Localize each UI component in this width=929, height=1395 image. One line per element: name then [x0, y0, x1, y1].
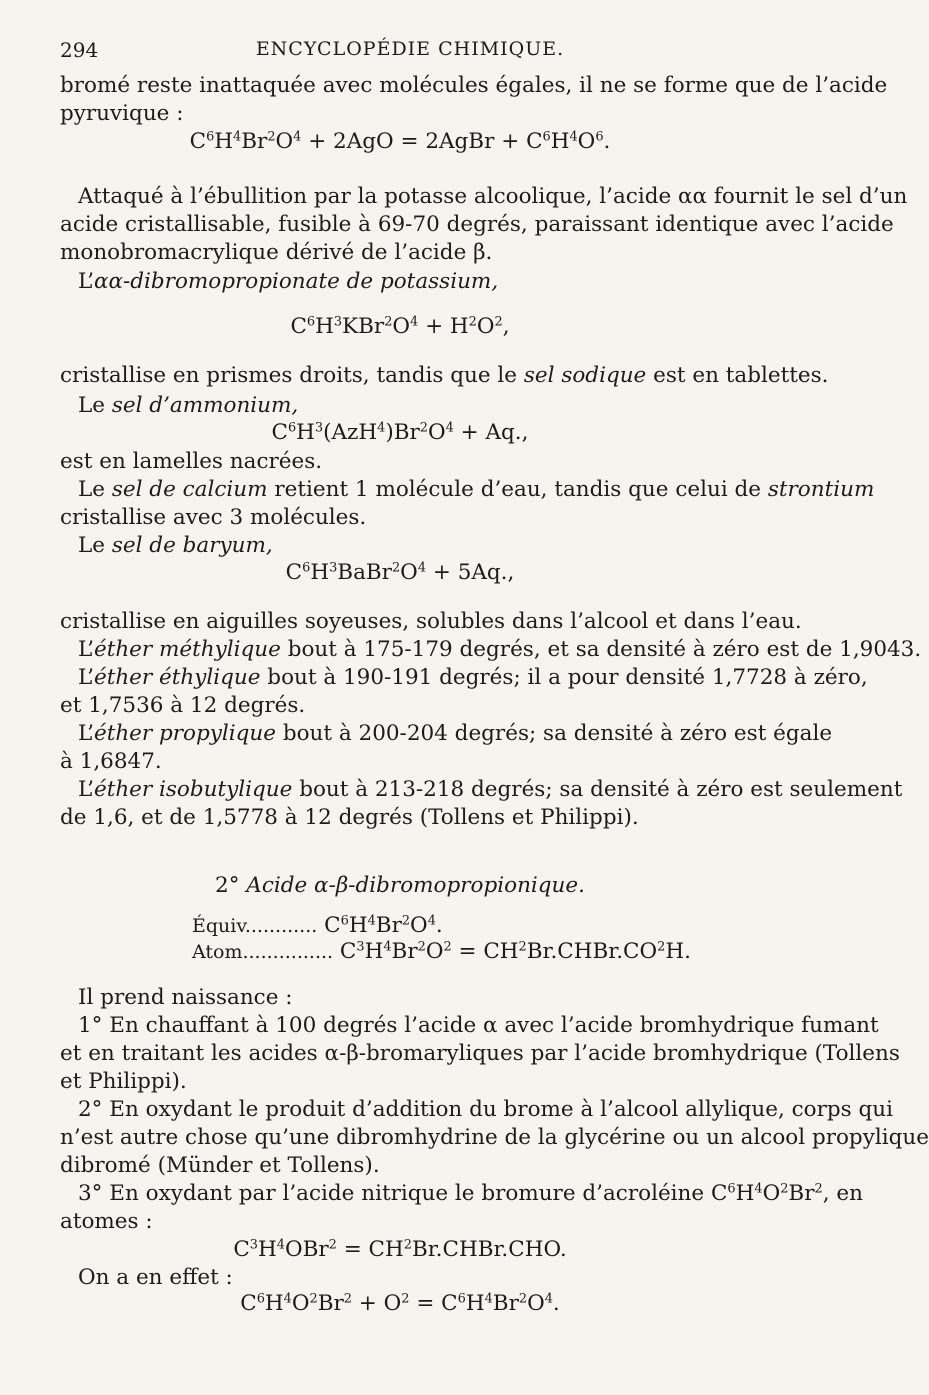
text-line: est en lamelles nacrées. [60, 449, 323, 474]
text-line: Le sel d’ammonium, [78, 393, 299, 418]
text-line: monobromacrylique dérivé de l’acide β. [60, 240, 493, 265]
page-header [60, 38, 760, 68]
formula: $C^6H^3KBr^2O^4 + H^2O^2$, [290, 314, 510, 339]
text-line: à 1,6847. [60, 749, 162, 774]
text-line: On a en effet : [78, 1265, 233, 1290]
equiv-line: Équiv............ $C^6H^4Br^2O^4$. [192, 913, 443, 938]
text-line: de 1,6, et de 1,5778 à 12 degrés (Tollens et Philippi). [60, 805, 639, 830]
section-heading: 2° Acide α-β-dibromopropionique. [215, 873, 585, 898]
text-line: cristallise avec 3 molécules. [60, 505, 367, 530]
text-line: 1° En chauffant à 100 degrés l’acide α avec l’acide bromhydrique fumant [78, 1013, 879, 1038]
text-line: acide cristallisable, fusible à 69-70 degrés, paraissant identique avec l’acide [60, 212, 894, 237]
text-line: Attaqué à l’ébullition par la potasse alcoolique, l’acide αα fournit le sel d’un [78, 184, 908, 209]
text-line: L’éther isobutylique bout à 213-218 degrés; sa densité à zéro est seulement [78, 777, 903, 802]
atom-line: Atom............... $C^3H^4Br^2O^2$ = $CH^2Br.CHBr.CO^2H$. [192, 939, 691, 964]
text-line: Le sel de calcium retient 1 molécule d’eau, tandis que celui de strontium [78, 477, 875, 502]
text-line: et en traitant les acides α-β-bromaryliques par l’acide bromhydrique (Tollens [60, 1041, 900, 1066]
formula: $C^6H^4O^2Br^2 + O^2 = C^6H^4Br^2O^4$. [240, 1291, 560, 1316]
text-line: 3° En oxydant par l’acide nitrique le bromure d’acroléine $C^6H^4O^2Br^2$, en [78, 1181, 863, 1206]
text-line: pyruvique : [60, 101, 184, 126]
running-title: ENCYCLOPÉDIE CHIMIQUE. [255, 38, 565, 60]
formula: $C^6H^3BaBr^2O^4 + 5Aq$., [285, 560, 515, 585]
formula: $C^6H^4Br^2O^4 + 2AgO$ = 2AgBr + $C^6H^4O^6$. [189, 129, 611, 154]
text-line: et 1,7536 à 12 degrés. [60, 693, 306, 718]
text-line: L’éther méthylique bout à 175-179 degrés, et sa densité à zéro est de 1,9043. [78, 637, 922, 662]
formula: $C^6H^3(AzH^4)Br^2O^4 + Aq$., [271, 420, 529, 445]
text-line: L’éther propylique bout à 200-204 degrés; sa densité à zéro est égale [78, 721, 833, 746]
text-line: dibromé (Münder et Tollens). [60, 1153, 380, 1178]
text-line: n’est autre chose qu’une dibromhydrine de la glycérine ou un alcool propylique [60, 1125, 929, 1150]
text-line: et Philippi). [60, 1069, 187, 1094]
page-number: 294 [60, 38, 99, 62]
text-line: cristallise en prismes droits, tandis que le sel sodique est en tablettes. [60, 363, 829, 388]
text-line: cristallise en aiguilles soyeuses, solubles dans l’alcool et dans l’eau. [60, 609, 802, 634]
text-line: L’éther éthylique bout à 190-191 degrés; il a pour densité 1,7728 à zéro, [78, 665, 868, 690]
text-line: 2° En oxydant le produit d’addition du brome à l’alcool allylique, corps qui [78, 1097, 894, 1122]
formula: $C^3H^4OBr^2$ = $CH^2Br.CHBr.CHO$. [233, 1237, 567, 1262]
text-line: Le sel de baryum, [78, 533, 273, 558]
text-line: bromé reste inattaquée avec molécules égales, il ne se forme que de l’acide [60, 73, 888, 98]
text-line: L’αα-dibromopropionate de potassium, [78, 269, 499, 294]
text-line: Il prend naissance : [78, 985, 293, 1010]
text-line: atomes : [60, 1209, 153, 1234]
